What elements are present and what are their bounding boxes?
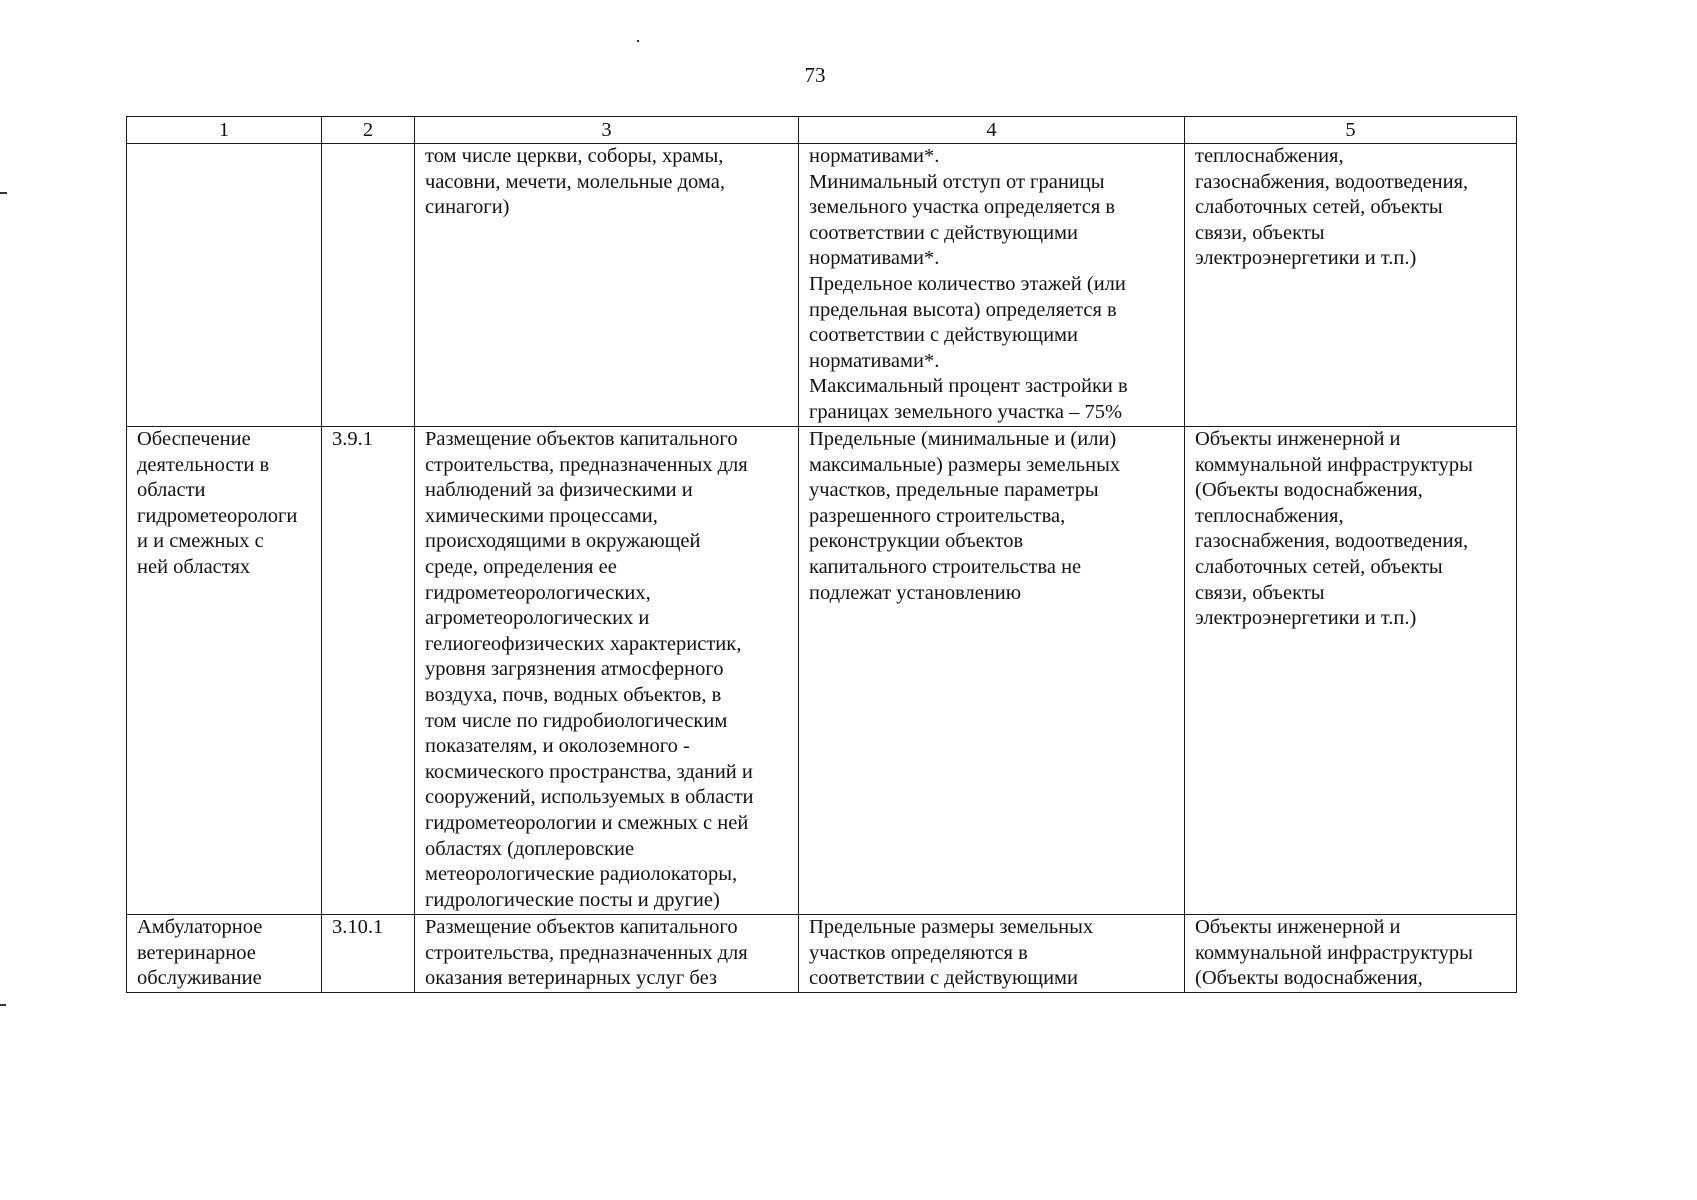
use-description-cell xyxy=(415,144,799,427)
auxiliary-uses-cell xyxy=(1185,427,1517,915)
use-code: 3.9.1 xyxy=(332,428,373,450)
use-code-cell xyxy=(322,915,415,993)
table-row xyxy=(127,427,1517,915)
permitted-use-name-cell xyxy=(127,427,322,915)
permitted-use-name-cell xyxy=(127,915,322,993)
auxiliary-uses-cell xyxy=(1185,915,1517,993)
construction-parameters: Предельные размеры земельных участков определяются в соответствии с действующими xyxy=(809,916,1094,990)
scan-edge-mark xyxy=(0,192,7,194)
land-use-regulations-table xyxy=(126,116,1517,993)
use-description: Размещение объектов капитального строительства, предназначенных для оказания ветеринарных услуг без xyxy=(425,916,748,990)
use-description: Размещение объектов капитального строительства, предназначенных для наблюдений за физическими и химическими процессами, происходящими в окружающей среде, определения ее гидрометеорологических, агрометеорологических и гелиогеофизических характеристик, уровня загрязнения атмосферного воздуха, почв, водных объектов, в том числе по гидробиологическим показателям, и околоземного - космического пространства, зданий и сооружений, используемых в области гидрометеорологии и смежных с ней областях (доплеровские метеорологические радиолокаторы, гидрологические посты и другие) xyxy=(425,428,754,911)
construction-parameters-cell xyxy=(799,144,1185,427)
table-row xyxy=(127,915,1517,993)
scan-edge-mark xyxy=(0,1004,6,1006)
use-description: том числе церкви, соборы, храмы, часовни, мечети, молельные дома, синагоги) xyxy=(425,145,725,219)
permitted-use-name-cell xyxy=(127,144,322,427)
permitted-use-name: Обеспечение деятельности в области гидрометеорологи и и смежных с ней областях xyxy=(137,428,298,578)
use-code-cell xyxy=(322,427,415,915)
scan-dot xyxy=(637,40,639,42)
auxiliary-uses: теплоснабжения, газоснабжения, водоотведения, слаботочных сетей, объекты связи, объекты электроэнергетики и т.п.) xyxy=(1195,145,1469,270)
table-row xyxy=(127,144,1517,427)
construction-parameters-cell xyxy=(799,427,1185,915)
permitted-use-name: Амбулаторное ветеринарное обслуживание xyxy=(137,916,263,990)
use-code: 3.10.1 xyxy=(332,916,384,938)
use-code-cell xyxy=(322,144,415,427)
column-header-3: 3 xyxy=(415,117,799,144)
construction-parameters: Предельные (минимальные и (или) максимальные) размеры земельных участков, предельные параметры разрешенного строительства, реконструкции объектов капитального строительства не подлежат установлению xyxy=(809,428,1121,604)
use-description-cell xyxy=(415,427,799,915)
use-description-cell xyxy=(415,915,799,993)
construction-parameters: нормативами*. Минимальный отступ от границы земельного участка определяется в соответствии с действующими нормативами*. Предельное количество этажей (или предельная высота) определяется в соответствии с действующими нормативами*. Максимальный процент застройки в границах земельного участка – 75% xyxy=(809,145,1128,423)
page-number: 73 xyxy=(804,63,826,87)
auxiliary-uses: Объекты инженерной и коммунальной инфраструктуры (Объекты водоснабжения, xyxy=(1195,916,1473,990)
auxiliary-uses: Объекты инженерной и коммунальной инфраструктуры (Объекты водоснабжения, теплоснабжения, газоснабжения, водоотведения, слаботочных сетей, объекты связи, объекты электроэнергетики и т.п.) xyxy=(1195,428,1473,630)
column-header-5: 5 xyxy=(1185,117,1517,144)
construction-parameters-cell xyxy=(799,915,1185,993)
auxiliary-uses-cell xyxy=(1185,144,1517,427)
table-header-row xyxy=(127,117,1517,144)
column-header-4: 4 xyxy=(799,117,1185,144)
column-header-1: 1 xyxy=(127,117,322,144)
column-header-2: 2 xyxy=(322,117,415,144)
